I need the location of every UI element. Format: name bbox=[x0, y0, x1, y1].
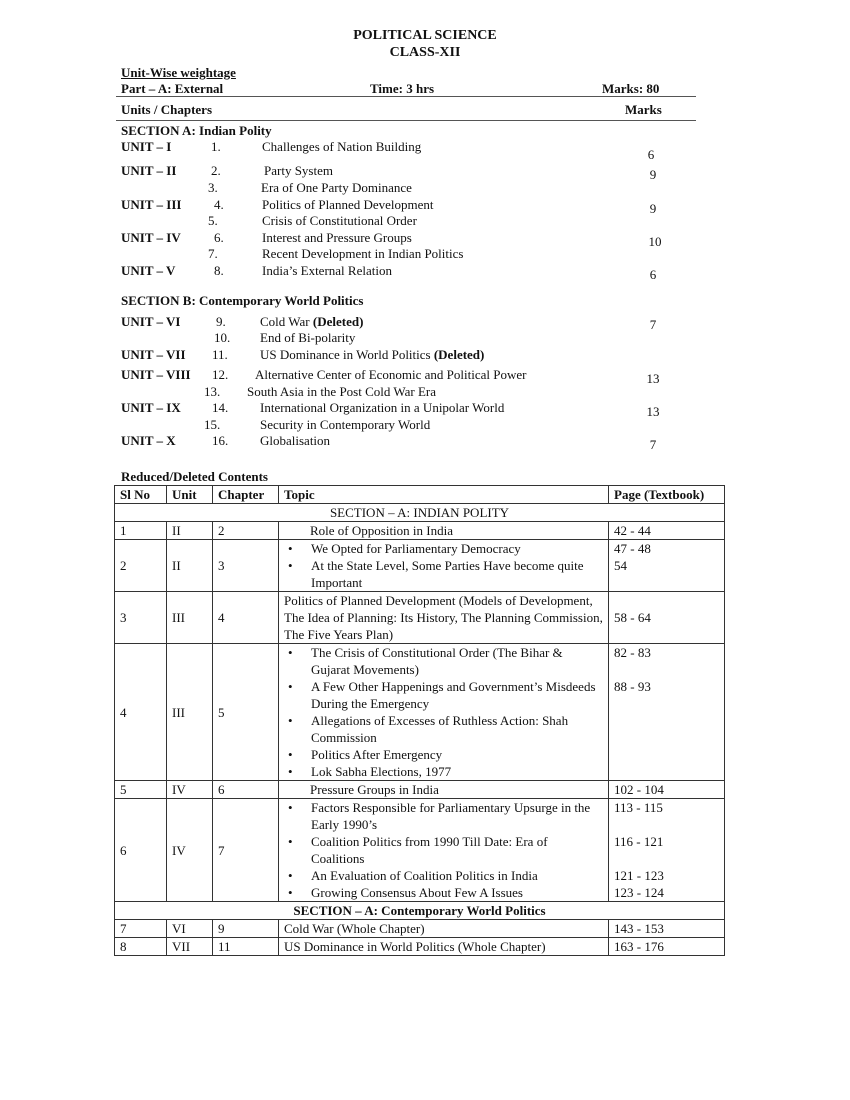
table-row bbox=[115, 799, 725, 902]
units-column-header: Units / Chapters bbox=[121, 102, 213, 117]
topic-text: Cold War (Whole Chapter) bbox=[284, 921, 425, 936]
table-row bbox=[115, 938, 725, 956]
sl-cell: 7 bbox=[115, 920, 167, 938]
topic-bullet: • A Few Other Happenings and Government’s Misdeeds During the Emergency bbox=[284, 678, 603, 712]
chapter-cell: 6 bbox=[213, 781, 279, 799]
unit-cell: II bbox=[167, 540, 213, 592]
sl-cell: 4 bbox=[115, 644, 167, 781]
page-cell bbox=[609, 644, 725, 781]
chapter-name: Security in Contemporary World bbox=[260, 417, 431, 432]
chapter-name: Alternative Center of Economic and Political Power bbox=[255, 367, 527, 382]
unit-marks: 7 bbox=[649, 317, 657, 332]
page-cell: 163 - 176 bbox=[609, 938, 725, 956]
chapter-name-text: US Dominance in World Politics bbox=[260, 347, 431, 362]
sl-cell: 5 bbox=[115, 781, 167, 799]
deleted-note: (Deleted) bbox=[433, 347, 485, 362]
column-header: Page (Textbook) bbox=[609, 486, 725, 504]
topic-bullet: • Politics After Emergency bbox=[284, 746, 603, 763]
document-title: POLITICAL SCIENCE bbox=[353, 28, 497, 43]
sl-cell: 1 bbox=[115, 522, 167, 540]
weightage-heading: Unit-Wise weightage bbox=[121, 65, 236, 80]
column-header: Topic bbox=[279, 486, 609, 504]
chapter-name: Recent Development in Indian Politics bbox=[262, 246, 464, 261]
page-range: 123 - 124 bbox=[614, 885, 664, 900]
unit-marks: 7 bbox=[649, 437, 657, 452]
page-range: 54 bbox=[614, 558, 627, 573]
table-row bbox=[115, 522, 725, 540]
marks-column-header: Marks bbox=[625, 102, 662, 117]
chapter-name bbox=[260, 347, 484, 363]
chapter-number: 11. bbox=[212, 347, 228, 362]
time-label: Time: 3 hrs bbox=[370, 81, 435, 96]
unit-marks: 9 bbox=[649, 167, 657, 182]
chapter-name: Party System bbox=[264, 163, 333, 178]
chapter-name-text: Cold War bbox=[260, 314, 310, 329]
header-rule bbox=[116, 96, 696, 97]
page-range: 82 - 83 bbox=[614, 645, 651, 660]
unit-label: UNIT – I bbox=[121, 139, 172, 154]
sl-cell: 2 bbox=[115, 540, 167, 592]
unit-marks: 13 bbox=[646, 404, 660, 419]
chapter-number: 12. bbox=[212, 367, 229, 382]
chapter-number: 6. bbox=[214, 230, 224, 245]
chapter-number: 15. bbox=[204, 417, 221, 432]
topic-cell bbox=[279, 920, 609, 938]
topic-cell bbox=[279, 781, 609, 799]
unit-label: UNIT – VIII bbox=[121, 367, 191, 382]
chapter-name: Crisis of Constitutional Order bbox=[262, 213, 417, 228]
section-a-heading bbox=[121, 123, 272, 139]
topic-cell bbox=[279, 938, 609, 956]
unit-marks: 10 bbox=[648, 234, 662, 249]
section-b-row-title: SECTION – A: Contemporary World Politics bbox=[115, 902, 725, 920]
page-cell: 102 - 104 bbox=[609, 781, 725, 799]
unit-label: UNIT – II bbox=[121, 163, 177, 178]
chapter-number: 3. bbox=[208, 180, 218, 195]
section-b-label: SECTION B bbox=[121, 293, 192, 308]
chapter-name: South Asia in the Post Cold War Era bbox=[247, 384, 437, 399]
unit-label: UNIT – III bbox=[121, 197, 182, 212]
chapter-number: 16. bbox=[212, 433, 229, 448]
chapter-cell: 2 bbox=[213, 522, 279, 540]
topic-cell bbox=[279, 799, 609, 902]
reduced-contents-table bbox=[114, 485, 725, 956]
topic-cell bbox=[279, 522, 609, 540]
page-range: 121 - 123 bbox=[614, 868, 664, 883]
table-row bbox=[115, 920, 725, 938]
unit-label: UNIT – IV bbox=[121, 230, 181, 245]
chapter-number: 10. bbox=[214, 330, 231, 345]
topic-text: Role of Opposition in India bbox=[310, 523, 453, 538]
chapter-number: 1. bbox=[211, 139, 221, 154]
topic-bullet: • We Opted for Parliamentary Democracy bbox=[284, 540, 603, 557]
chapter-number: 14. bbox=[212, 400, 229, 415]
unit-label: UNIT – VI bbox=[121, 314, 181, 329]
page-range: 113 - 115 bbox=[614, 800, 663, 815]
sl-cell: 8 bbox=[115, 938, 167, 956]
chapter-number: 7. bbox=[208, 246, 218, 261]
chapter-number: 9. bbox=[216, 314, 226, 329]
class-title: CLASS-XII bbox=[389, 45, 461, 60]
unit-cell: II bbox=[167, 522, 213, 540]
chapter-number: 2. bbox=[211, 163, 221, 178]
topic-bullet: • Lok Sabha Elections, 1977 bbox=[284, 763, 603, 780]
unit-cell: VII bbox=[167, 938, 213, 956]
topic-bullet: • The Crisis of Constitutional Order (The Bihar & Gujarat Movements) bbox=[284, 644, 603, 678]
unit-label: UNIT – IX bbox=[121, 400, 181, 415]
chapter-cell: 3 bbox=[213, 540, 279, 592]
chapter-name: End of Bi-polarity bbox=[260, 330, 356, 345]
unit-label: UNIT – X bbox=[121, 433, 176, 448]
chapter-name bbox=[260, 314, 363, 330]
unit-cell: IV bbox=[167, 799, 213, 902]
page-cell bbox=[609, 540, 725, 592]
chapter-name: Globalisation bbox=[260, 433, 331, 448]
chapter-number: 5. bbox=[208, 213, 218, 228]
chapter-cell: 7 bbox=[213, 799, 279, 902]
section-a-row-title: SECTION – A: INDIAN POLITY bbox=[115, 504, 725, 522]
table-header-row bbox=[115, 486, 725, 504]
chapter-name: India’s External Relation bbox=[262, 263, 392, 278]
topic-bullet: • Factors Responsible for Parliamentary Upsurge in the Early 1990’s bbox=[284, 799, 603, 833]
chapter-name: Challenges of Nation Building bbox=[262, 139, 422, 154]
page-range: 116 - 121 bbox=[614, 834, 664, 849]
unit-cell: III bbox=[167, 644, 213, 781]
chapter-cell: 11 bbox=[213, 938, 279, 956]
unit-cell: III bbox=[167, 592, 213, 644]
table-row bbox=[115, 592, 725, 644]
section-row bbox=[115, 902, 725, 920]
topic-bullet: • Growing Consensus About Few A Issues bbox=[284, 884, 603, 901]
topic-text: Politics of Planned Development (Models of Development, The Idea of Planning: Its History, The Planning Commission, The Five Years Plan) bbox=[284, 593, 603, 642]
chapter-name: Era of One Party Dominance bbox=[261, 180, 412, 195]
chapter-number: 13. bbox=[204, 384, 221, 399]
unit-label: UNIT – VII bbox=[121, 347, 186, 362]
section-b-title: : Contemporary World Politics bbox=[191, 293, 364, 308]
sl-cell: 6 bbox=[115, 799, 167, 902]
unit-cell: VI bbox=[167, 920, 213, 938]
unit-marks: 6 bbox=[647, 147, 655, 162]
chapter-cell: 5 bbox=[213, 644, 279, 781]
section-row bbox=[115, 504, 725, 522]
chapter-number: 4. bbox=[214, 197, 224, 212]
section-a-title: : Indian Polity bbox=[191, 123, 272, 138]
section-b-heading bbox=[121, 293, 363, 309]
sl-cell: 3 bbox=[115, 592, 167, 644]
topic-bullet: • At the State Level, Some Parties Have become quite Important bbox=[284, 557, 603, 591]
chapter-name: International Organization in a Unipolar World bbox=[260, 400, 505, 415]
chapter-cell: 9 bbox=[213, 920, 279, 938]
table-row bbox=[115, 540, 725, 592]
chapter-name: Politics of Planned Development bbox=[262, 197, 434, 212]
part-label: Part – A: External bbox=[121, 81, 224, 96]
topic-text: US Dominance in World Politics (Whole Chapter) bbox=[284, 939, 546, 954]
page-cell: 58 - 64 bbox=[609, 592, 725, 644]
unit-marks: 13 bbox=[646, 371, 660, 386]
unit-marks: 9 bbox=[649, 201, 657, 216]
topic-cell bbox=[279, 540, 609, 592]
unit-cell: IV bbox=[167, 781, 213, 799]
deleted-note: (Deleted) bbox=[312, 314, 364, 329]
unit-marks: 6 bbox=[649, 267, 657, 282]
table-row bbox=[115, 644, 725, 781]
chapter-number: 8. bbox=[214, 263, 224, 278]
topic-cell bbox=[279, 592, 609, 644]
topic-bullet: • An Evaluation of Coalition Politics in India bbox=[284, 867, 603, 884]
column-header: Unit bbox=[167, 486, 213, 504]
header-rule-2 bbox=[116, 120, 696, 121]
chapter-name: Interest and Pressure Groups bbox=[262, 230, 412, 245]
section-a-label: SECTION A bbox=[121, 123, 192, 138]
marks-total: Marks: 80 bbox=[602, 81, 660, 96]
topic-text: Pressure Groups in India bbox=[310, 782, 439, 797]
page-range: 88 - 93 bbox=[614, 679, 651, 694]
column-header: Sl No bbox=[115, 486, 167, 504]
page-cell: 42 - 44 bbox=[609, 522, 725, 540]
unit-label: UNIT – V bbox=[121, 263, 176, 278]
page-cell bbox=[609, 799, 725, 902]
column-header: Chapter bbox=[213, 486, 279, 504]
table-row bbox=[115, 781, 725, 799]
page-range: 47 - 48 bbox=[614, 541, 651, 556]
chapter-cell: 4 bbox=[213, 592, 279, 644]
page-cell: 143 - 153 bbox=[609, 920, 725, 938]
topic-cell bbox=[279, 644, 609, 781]
topic-bullet: • Coalition Politics from 1990 Till Date: Era of Coalitions bbox=[284, 833, 603, 867]
topic-bullet: • Allegations of Excesses of Ruthless Action: Shah Commission bbox=[284, 712, 603, 746]
reduced-heading: Reduced/Deleted Contents bbox=[121, 469, 268, 484]
